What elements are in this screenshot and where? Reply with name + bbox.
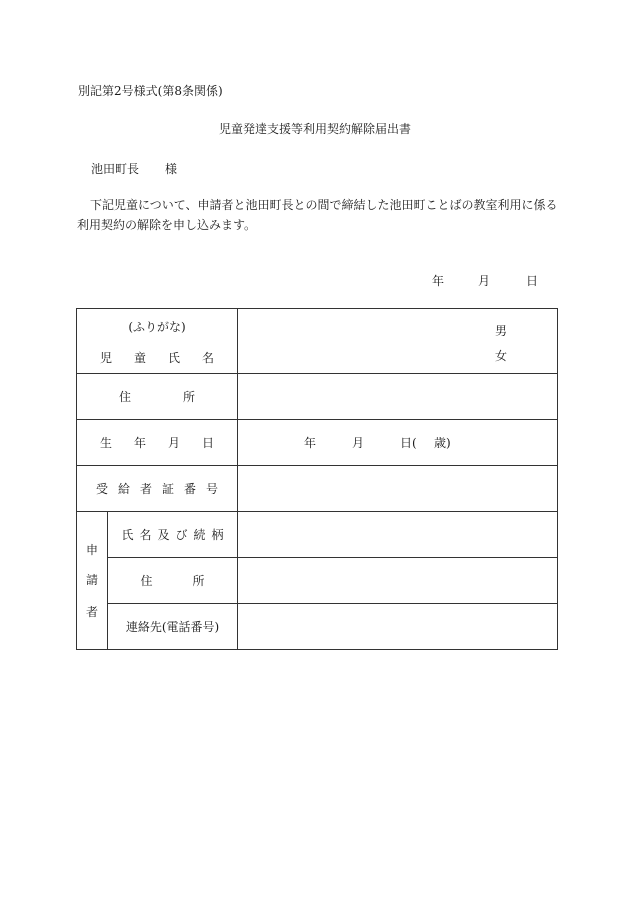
form-reference: 別記第2号様式(第8条関係)	[78, 84, 223, 98]
child-name-label-cell	[77, 309, 238, 374]
address-row	[77, 374, 558, 420]
date-month-label: 月	[478, 274, 491, 288]
child-name-char: 童	[133, 351, 146, 365]
birthdate-row	[77, 420, 558, 466]
submission-date	[432, 273, 538, 289]
applicant-name-row	[77, 512, 558, 558]
birthdate-year-label: 年	[304, 436, 317, 450]
certificate-number-row	[77, 466, 558, 512]
body-text-line-2: 利用契約の解除を申し込みます。	[77, 218, 257, 232]
birthdate-label	[77, 420, 238, 466]
relation-label-char: 氏	[121, 528, 134, 542]
child-name-char: 名	[202, 351, 215, 365]
application-form-table	[76, 308, 558, 650]
relation-label-char: 柄	[211, 528, 224, 542]
relation-label-char: 名	[139, 528, 152, 542]
addressee	[91, 161, 177, 177]
child-name-char: 児	[99, 351, 112, 365]
applicant-label-char: 申	[85, 542, 98, 557]
birthdate-label-char: 日	[202, 436, 215, 450]
applicant-contact-row	[77, 604, 558, 650]
cert-label-char: 号	[206, 482, 219, 496]
child-name-input-cell[interactable]	[238, 309, 558, 374]
gender-male-option[interactable]: 男	[495, 324, 508, 338]
child-name-char: 氏	[168, 351, 181, 365]
relation-label-char: 続	[193, 528, 206, 542]
address-label-char: 住	[118, 390, 131, 404]
certificate-number-label	[77, 466, 238, 512]
applicant-section-label	[77, 512, 108, 650]
cert-label-char: 受	[95, 482, 108, 496]
cert-label-char: 証	[162, 482, 175, 496]
address-label-char: 所	[183, 390, 196, 404]
furigana-label: (ふりがな)	[128, 320, 186, 334]
child-name-row	[77, 309, 558, 374]
cert-label-char: 給	[117, 482, 130, 496]
birthdate-label-char: 月	[168, 436, 181, 450]
applicant-address-char: 住	[140, 574, 153, 588]
address-label	[77, 374, 238, 420]
applicant-contact-label: 連絡先(電話番号)	[108, 604, 238, 650]
birthdate-month-label: 月	[352, 436, 365, 450]
cert-label-char: 者	[139, 482, 152, 496]
birthdate-day-label: 日(	[400, 436, 417, 450]
addressee-name: 池田町長	[91, 162, 140, 176]
applicant-name-relation-label	[108, 512, 238, 558]
document-title: 児童発達支援等利用契約解除届出書	[218, 122, 411, 136]
age-label: 歳)	[434, 436, 451, 450]
address-input-cell[interactable]	[238, 374, 558, 420]
birthdate-input-cell[interactable]	[238, 420, 558, 466]
birthdate-label-char: 年	[133, 436, 146, 450]
cert-label-char: 番	[184, 482, 197, 496]
addressee-honorific: 様	[165, 162, 178, 176]
relation-label-char: び	[175, 528, 188, 542]
applicant-name-input-cell[interactable]	[238, 512, 558, 558]
applicant-label-char: 請	[85, 572, 98, 587]
birthdate-label-char: 生	[99, 436, 112, 450]
applicant-address-label	[108, 558, 238, 604]
applicant-address-row	[77, 558, 558, 604]
certificate-number-input-cell[interactable]	[238, 466, 558, 512]
child-name-label	[77, 349, 237, 366]
body-text-line-1: 下記児童について、申請者と池田町長との間で締結した池田町ことばの教室利用に係る	[90, 198, 558, 212]
applicant-contact-input-cell[interactable]	[238, 604, 558, 650]
gender-female-option[interactable]: 女	[495, 349, 508, 363]
applicant-label-char: 者	[85, 604, 98, 619]
applicant-address-char: 所	[192, 574, 205, 588]
date-day-label: 日	[526, 274, 539, 288]
applicant-address-input-cell[interactable]	[238, 558, 558, 604]
date-year-label: 年	[432, 274, 445, 288]
relation-label-char: 及	[157, 528, 170, 542]
